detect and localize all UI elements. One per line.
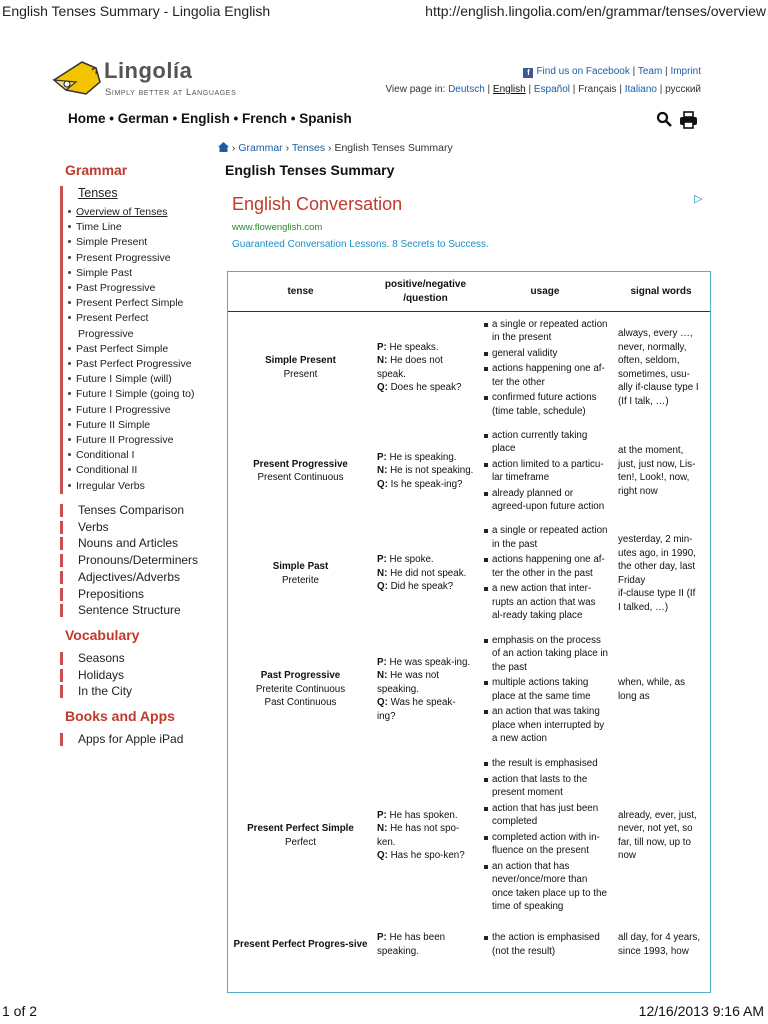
form-line: P: He was speak-ing. xyxy=(377,656,471,668)
sidebar-tense-item[interactable]: Conditional I xyxy=(68,449,134,461)
signal-line: never, not yet, so xyxy=(618,823,693,834)
bullet xyxy=(68,240,71,243)
sidebar-tense-item[interactable]: Past Perfect Simple xyxy=(68,343,168,355)
signal-line: right now xyxy=(618,485,658,497)
bullet xyxy=(68,210,71,213)
signal-line: if-clause type II (If xyxy=(618,588,696,599)
usage-item: action that has just been completed xyxy=(492,802,608,829)
signal-line: when, while, as xyxy=(618,677,685,688)
language-label: View page in: xyxy=(385,84,449,95)
sidebar-tense-item[interactable]: Future I Simple (going to) xyxy=(68,388,194,400)
usage-item: multiple actions taking place at the same time xyxy=(492,676,608,703)
forms-cell xyxy=(373,921,478,969)
table-row xyxy=(228,519,710,629)
signal-line: the other day, last xyxy=(618,561,696,572)
usage-cell xyxy=(478,751,612,921)
usage-item: a single or repeated action in the present xyxy=(492,318,608,343)
breadcrumb-current: English Tenses Summary xyxy=(334,142,453,154)
tense-alt-name: Present xyxy=(283,368,318,380)
signal-cell xyxy=(612,424,710,519)
bullet xyxy=(68,377,71,380)
usage-item: action limited to a particu-lar timeframe xyxy=(492,458,608,485)
form-line: Q: Did he speak? xyxy=(377,581,454,593)
tense-cell xyxy=(228,629,373,751)
forms-cell xyxy=(373,312,478,424)
sidebar-tense-item[interactable]: Present Perfect Simple xyxy=(68,297,183,309)
sidebar-tense-item[interactable]: Past Perfect Progressive xyxy=(68,358,192,370)
form-line: N: He is not speaking. xyxy=(377,465,474,477)
tense-name: Present Perfect Progres-sive xyxy=(233,938,368,950)
forms-cell xyxy=(373,424,478,519)
sidebar-item[interactable]: In the City xyxy=(60,684,132,698)
tense-cell xyxy=(228,921,373,969)
breadcrumb-grammar[interactable]: Grammar xyxy=(238,142,283,154)
usage-cell xyxy=(478,312,612,424)
logo-wordmark[interactable]: Lingolía xyxy=(104,58,193,83)
sidebar-tense-item[interactable]: Overview of Tenses xyxy=(68,206,167,218)
usage-item: already planned or agreed-upon future action xyxy=(492,487,608,514)
facebook-link[interactable]: Find us on Facebook xyxy=(536,66,630,77)
sidebar-tense-item[interactable]: Time Line xyxy=(68,221,122,233)
adchoices-icon[interactable]: ▷ xyxy=(694,193,703,205)
tense-alt-name: Perfect xyxy=(284,836,317,848)
imprint-link[interactable]: Imprint xyxy=(670,66,701,77)
tenses-table-container xyxy=(227,271,711,993)
usage-cell xyxy=(478,424,612,519)
sidebar-item[interactable]: Seasons xyxy=(60,651,125,665)
signal-line: yesterday, 2 min- xyxy=(618,534,693,545)
breadcrumb-tenses[interactable]: Tenses xyxy=(291,142,326,154)
sidebar-tense-item[interactable]: Simple Present xyxy=(68,236,147,248)
usage-item: actions happening one af-ter the other xyxy=(492,362,608,389)
usage-item: the result is emphasised xyxy=(492,757,608,771)
signal-cell xyxy=(612,629,710,751)
signal-line: never, normally, xyxy=(618,341,687,353)
usage-item: action that lasts to the present moment xyxy=(492,773,608,800)
usage-cell xyxy=(478,629,612,751)
signal-line: sometimes, usu- xyxy=(618,368,690,380)
form-line: P: He speaks. xyxy=(377,341,439,353)
table-row xyxy=(228,921,710,969)
sidebar-tenses-heading[interactable]: Tenses xyxy=(78,186,118,200)
sidebar-item[interactable]: Sentence Structure xyxy=(60,603,181,617)
sidebar-tense-item[interactable]: Past Progressive xyxy=(68,282,155,294)
form-line: N: He did not speak. xyxy=(377,567,467,579)
logo-tagline: Simply better at Languages xyxy=(105,87,237,98)
bullet xyxy=(68,256,71,259)
breadcrumb: › Grammar › Tenses › English Tenses Summary xyxy=(218,142,453,154)
header-posneg: positive/negative /question xyxy=(373,272,478,312)
form-line: N: He has not spo-ken. xyxy=(377,823,460,848)
lang-francais[interactable]: Français xyxy=(578,84,617,95)
usage-item: actions happening one af-ter the other in the past xyxy=(492,553,608,580)
form-line: Q: Was he speak-ing? xyxy=(377,697,456,722)
usage-item: the action is emphasised (not the result) xyxy=(492,931,608,958)
form-line: P: He has been speaking. xyxy=(377,932,446,957)
form-line: P: He is speaking. xyxy=(377,451,457,463)
lang-english[interactable]: English xyxy=(492,84,526,95)
sidebar-tense-item[interactable]: Progressive xyxy=(78,327,134,340)
signal-line: now xyxy=(618,850,636,861)
form-line: N: He was not speaking. xyxy=(377,670,440,695)
form-line: Q: Is he speak-ing? xyxy=(377,478,463,490)
usage-item: emphasis on the process of an action taking place in the past xyxy=(492,634,609,673)
tense-cell xyxy=(228,424,373,519)
lang-russian[interactable]: русский xyxy=(665,84,701,95)
facebook-icon[interactable]: f xyxy=(523,68,533,78)
sidebar-item[interactable]: Nouns and Articles xyxy=(60,536,178,550)
sidebar-item[interactable]: Apps for Apple iPad xyxy=(60,732,183,746)
tense-alt-name: Preterite Continuous xyxy=(255,683,346,695)
bullet xyxy=(68,392,71,395)
signal-line: far, till now, up to xyxy=(618,836,691,848)
tense-cell xyxy=(228,519,373,629)
sidebar-item[interactable]: Pronouns/Determiners xyxy=(60,553,198,567)
signal-line: I talked, …) xyxy=(618,601,669,613)
usage-cell xyxy=(478,519,612,629)
sidebar-tense-item[interactable]: Present Progressive xyxy=(68,252,171,264)
tense-cell xyxy=(228,312,373,424)
header-tense: tense xyxy=(228,272,373,312)
tenses-submenu xyxy=(60,186,210,494)
usage-item: an action that has never/once/more than once taken place up to the time of speaking xyxy=(492,860,607,913)
signal-line: always, every …, xyxy=(618,328,693,340)
sidebar-tense-item[interactable]: Future I Progressive xyxy=(68,404,171,416)
bullet xyxy=(68,362,71,365)
header-usage: usage xyxy=(478,272,612,312)
print-header-title: English Tenses Summary - Lingolia English xyxy=(2,3,271,19)
signal-cell xyxy=(612,921,710,969)
bullet xyxy=(68,423,71,426)
ad-url[interactable]: www.flowenglish.com xyxy=(232,222,323,233)
signal-line: at the moment, xyxy=(618,445,684,456)
sidebar-item[interactable]: Tenses Comparison xyxy=(60,503,184,517)
sidebar-item[interactable]: Verbs xyxy=(60,520,109,534)
bullet xyxy=(68,316,71,319)
sidebar-tense-item[interactable]: Future I Simple (will) xyxy=(68,373,172,385)
signal-line: often, seldom, xyxy=(618,355,680,367)
signal-line: already, ever, just, xyxy=(618,809,697,821)
signal-line: all day, for 4 years, xyxy=(618,932,701,943)
sidebar-books-heading[interactable]: Books and Apps xyxy=(65,708,175,724)
forms-cell xyxy=(373,629,478,751)
form-line: P: He has spoken. xyxy=(377,809,458,821)
lingolia-bird-icon[interactable] xyxy=(52,60,102,98)
usage-item: a single or repeated action in the past xyxy=(492,525,608,550)
separator: | xyxy=(629,66,638,77)
tense-name: Present Perfect Simple xyxy=(247,823,354,834)
print-icon[interactable] xyxy=(679,111,698,129)
tense-alt-name: Preterite xyxy=(281,574,320,586)
sidebar-item[interactable]: Prepositions xyxy=(60,587,144,601)
tense-name: Simple Past xyxy=(272,561,329,572)
form-line: Q: Does he speak? xyxy=(377,382,462,394)
sidebar-item[interactable]: Holidays xyxy=(60,668,124,682)
sidebar-item[interactable]: Adjectives/Adverbs xyxy=(60,570,180,584)
sidebar-grammar-heading[interactable]: Grammar xyxy=(65,162,128,178)
sidebar-tense-item[interactable]: Present Perfect xyxy=(68,312,148,324)
bullet xyxy=(68,408,71,411)
form-line: Q: Has he spo-ken? xyxy=(377,850,465,861)
separator: | xyxy=(662,66,671,77)
table-row xyxy=(228,751,710,921)
sidebar-tense-item[interactable]: Conditional II xyxy=(68,464,137,476)
bullet xyxy=(68,484,71,487)
usage-item: action currently taking place xyxy=(492,429,608,456)
usage-item: general validity xyxy=(492,347,608,361)
print-datetime: 12/16/2013 9:16 AM xyxy=(638,1003,764,1019)
sidebar-tense-item[interactable]: Future II Progressive xyxy=(68,434,173,446)
forms-cell xyxy=(373,519,478,629)
signal-line: (If I talk, …) xyxy=(618,395,669,407)
usage-item: completed action with in-fluence on the present xyxy=(492,831,608,858)
sidebar-vocabulary-heading[interactable]: Vocabulary xyxy=(65,627,140,643)
lang-italiano[interactable]: Italiano xyxy=(624,84,657,95)
bullet xyxy=(68,301,71,304)
sidebar-tense-item[interactable]: Simple Past xyxy=(68,267,132,279)
header-signal: signal words xyxy=(612,272,710,312)
usage-item: a new action that inter-rupts an action that was al-ready taking place xyxy=(492,582,608,623)
tense-name: Simple Present xyxy=(265,355,336,367)
ad-title[interactable]: English Conversation xyxy=(232,194,403,214)
bullet xyxy=(68,286,71,289)
bullet xyxy=(68,438,71,441)
usage-item: confirmed future actions (time table, schedule) xyxy=(492,391,608,418)
tense-cell xyxy=(228,751,373,921)
signal-line: utes ago, in 1990, xyxy=(618,547,696,559)
print-page-number: 1 of 2 xyxy=(2,1003,38,1019)
signal-line: Friday xyxy=(618,574,646,586)
table-row xyxy=(228,629,710,751)
tense-alt-name: Present Continuous xyxy=(257,472,344,483)
search-icon[interactable] xyxy=(656,111,672,127)
bullet xyxy=(68,271,71,274)
bullet xyxy=(68,453,71,456)
tense-name: Present Progressive xyxy=(253,458,348,470)
signal-cell xyxy=(612,312,710,424)
bullet xyxy=(68,468,71,471)
lang-deutsch[interactable]: Deutsch xyxy=(448,84,485,95)
signal-cell xyxy=(612,519,710,629)
form-line: N: He does not speak. xyxy=(377,355,443,380)
bullet xyxy=(68,225,71,228)
sidebar-tense-item[interactable]: Irregular Verbs xyxy=(68,480,145,492)
usage-cell xyxy=(478,921,612,969)
signal-line: since 1993, how xyxy=(618,945,689,957)
sidebar-tense-item[interactable]: Future II Simple xyxy=(68,419,150,431)
usage-item: an action that was taking place when interrupted by a new action xyxy=(492,705,608,746)
signal-line: ally if-clause type I xyxy=(618,382,699,394)
team-link[interactable]: Team xyxy=(637,66,663,77)
table-row xyxy=(228,312,710,424)
tenses-table xyxy=(228,272,710,969)
forms-cell xyxy=(373,751,478,921)
tense-name: Past Progressive xyxy=(260,670,341,682)
signal-line: long as xyxy=(618,690,650,702)
tense-alt-name: Past Continuous xyxy=(264,697,337,709)
main-nav[interactable]: Home • German • English • French • Spanish xyxy=(68,111,352,126)
bullet xyxy=(68,347,71,350)
signal-cell xyxy=(612,751,710,921)
form-line: P: He spoke. xyxy=(377,554,434,566)
signal-line: just, just now, Lis- xyxy=(618,458,696,470)
top-links xyxy=(523,66,701,78)
signal-line: ten!, Look!, now, xyxy=(618,472,690,483)
print-header-url: http://english.lingolia.com/en/grammar/tenses/overview xyxy=(425,3,766,19)
lang-espanol[interactable]: Español xyxy=(533,84,571,95)
home-icon[interactable] xyxy=(218,142,229,152)
ad-description[interactable]: Guaranteed Conversation Lessons. 8 Secrets to Success. xyxy=(232,239,489,250)
page-title: English Tenses Summary xyxy=(225,162,395,178)
table-row xyxy=(228,424,710,519)
language-switcher: View page in: Deutsch | English | Español | Français | Italiano | русский xyxy=(385,84,701,95)
